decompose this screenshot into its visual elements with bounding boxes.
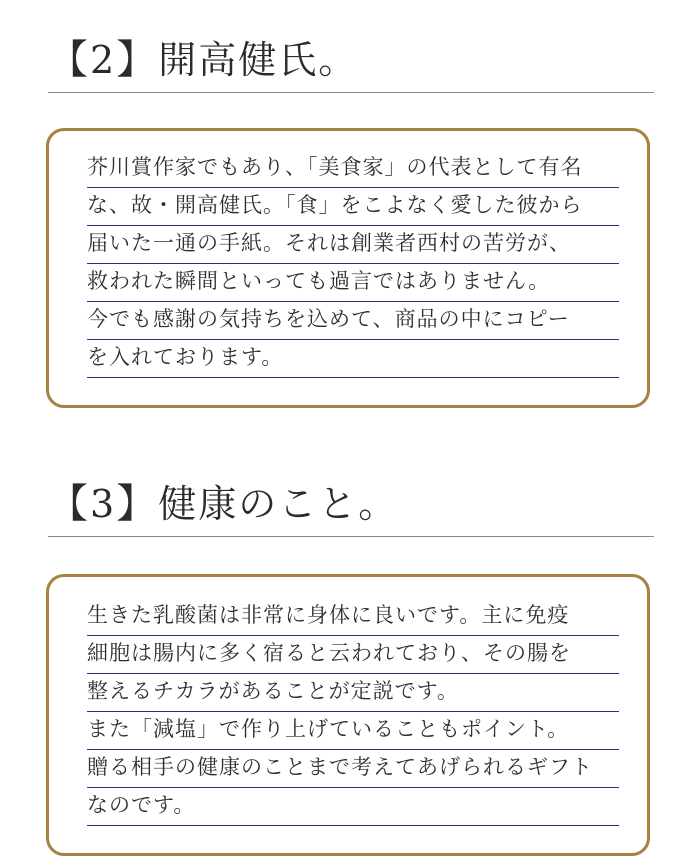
bracket-open: 【: [48, 481, 90, 527]
section-title: 開高健氏。: [158, 38, 359, 82]
bracket-open: 【: [48, 37, 90, 83]
text-line: を入れております。: [87, 345, 284, 369]
text-line: 届いた一通の手紙。それは創業者西村の苦労が、: [87, 231, 571, 255]
heading-divider: [48, 536, 654, 537]
section-number: 2: [90, 38, 117, 82]
line-rule: [87, 825, 619, 826]
text-line: 生きた乳酸菌は非常に身体に良いです。主に免疫: [87, 603, 570, 627]
text-line: 整えるチカラがあることが定説です。: [87, 679, 459, 703]
section-heading: [48, 472, 398, 529]
section-number: 3: [90, 482, 117, 526]
text-line: なのです。: [87, 793, 196, 817]
bracket-close: 】: [116, 37, 159, 83]
text-line: 今でも感謝の気持ちを込めて、商品の中にコピー: [87, 307, 570, 331]
bracket-close: 】: [116, 481, 159, 527]
heading-divider: [48, 92, 654, 93]
text-line: また「減塩」で作り上げていることもポイント。: [87, 717, 570, 741]
text-card: [46, 128, 650, 408]
text-line: 贈る相手の健康のことまで考えてあげられるギフト: [87, 755, 593, 779]
text-line: 芥川賞作家でもあり、「美食家」の代表として有名: [87, 155, 583, 179]
section-heading: [48, 28, 358, 85]
text-line: な、故・開高健氏。「食」をこよなく愛した彼から: [87, 193, 583, 217]
text-line: 救われた瞬間といっても過言ではありません。: [87, 269, 551, 293]
line-rule: [87, 377, 619, 378]
text-line: 細胞は腸内に多く宿ると云われており、その腸を: [87, 641, 571, 665]
text-card: [46, 574, 650, 856]
section-title: 健康のこと。: [158, 482, 399, 526]
